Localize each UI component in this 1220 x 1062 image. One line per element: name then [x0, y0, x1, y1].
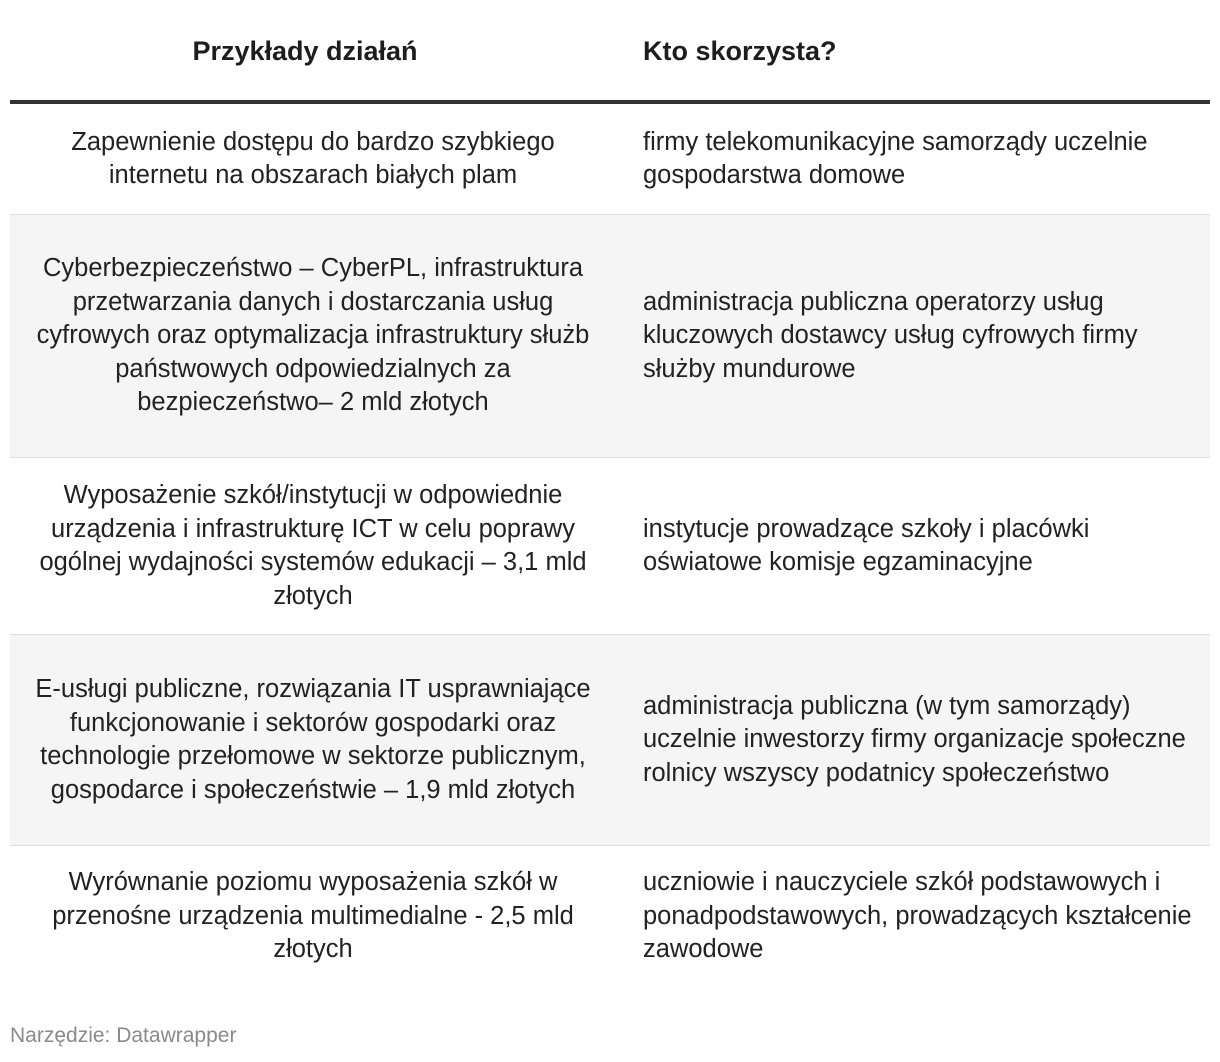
- action-cell: Wyposażenie szkół/instytucji w odpowiednie urządzenia i infrastrukturę ICT w celu poprawy ogólnej wydajności systemów edukacji – 3,1 mld złotych: [10, 458, 630, 635]
- column-header-beneficiaries[interactable]: Kto skorzysta?: [630, 0, 1210, 102]
- table-body: [10, 102, 1210, 987]
- table-row: [10, 215, 1210, 458]
- beneficiaries-cell: administracja publiczna (w tym samorządy) uczelnie inwestorzy firmy organizacje społeczne rolnicy wszyscy podatnicy społeczeństwo: [630, 635, 1210, 846]
- data-table: [10, 0, 1210, 987]
- table-row: [10, 846, 1210, 988]
- action-cell: Wyrównanie poziomu wyposażenia szkół w przenośne urządzenia multimedialne - 2,5 mld złotych: [52, 868, 574, 964]
- table-row: [10, 102, 1210, 215]
- table-row: [10, 635, 1210, 846]
- source-footer: Narzędzie: Datawrapper: [10, 1024, 237, 1047]
- beneficiaries-cell: administracja publiczna operatorzy usług kluczowych dostawcy usług cyfrowych firmy służby mundurowe: [630, 215, 1210, 458]
- table-header-row: [10, 0, 1210, 102]
- action-cell: E-usługi publiczne, rozwiązania IT usprawniające funkcjonowanie i sektorów gospodarki oraz technologie przełomowe w sektorze publicznym, gospodarce i społeczeństwie – 1,9 mld złotych: [10, 635, 630, 846]
- beneficiaries-cell: uczniowie i nauczyciele szkół podstawowych i ponadpodstawowych, prowadzących kształcenie zawodowe: [643, 868, 1192, 964]
- data-table-container: [10, 0, 1210, 987]
- action-cell: Zapewnienie dostępu do bardzo szybkiego internetu na obszarach białych plam: [10, 102, 630, 215]
- action-cell: Cyberbezpieczeństwo – CyberPL, infrastruktura przetwarzania danych i dostarczania usług cyfrowych oraz optymalizacja infrastruktury służb państwowych odpowiedzialnych za bezpieczeństwo– 2 mld złotych: [10, 215, 630, 458]
- beneficiaries-cell: firmy telekomunikacyjne samorządy uczelnie gospodarstwa domowe: [630, 102, 1210, 215]
- column-header-actions[interactable]: Przykłady działań: [10, 0, 630, 102]
- beneficiaries-cell: instytucje prowadzące szkoły i placówki oświatowe komisje egzaminacyjne: [630, 458, 1210, 635]
- table-row: [10, 458, 1210, 635]
- table-header: [10, 0, 1210, 102]
